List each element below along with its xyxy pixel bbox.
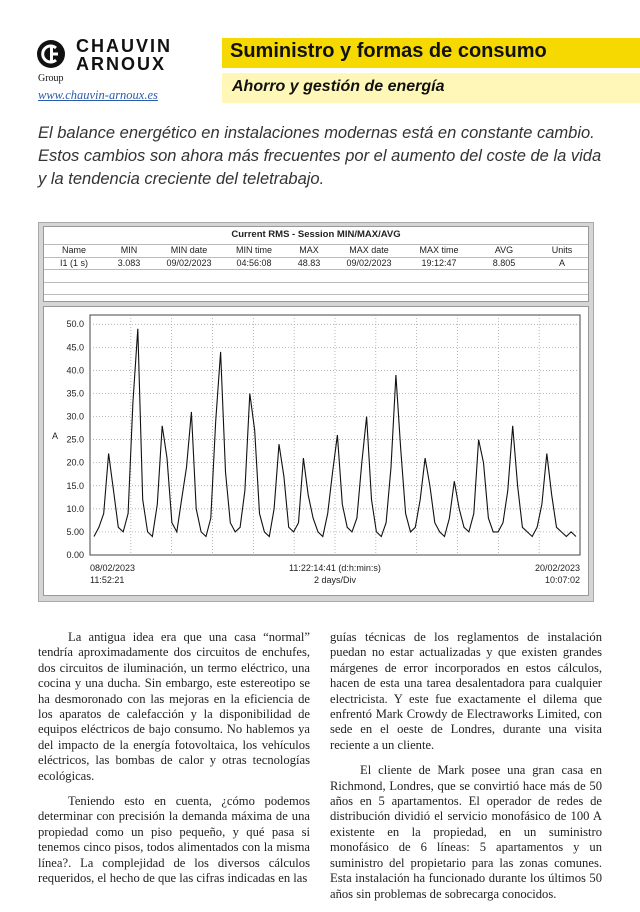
y-axis-label: A	[52, 431, 59, 441]
table-cell: 04:56:08	[236, 257, 272, 268]
table-cell: 3.083	[117, 257, 141, 268]
table-row	[44, 257, 588, 270]
website-link[interactable]: www.chauvin-arnoux.es	[38, 88, 158, 102]
y-tick-label: 15.0	[66, 480, 84, 491]
table-cell: I1 (1 s)	[59, 257, 88, 268]
y-tick-label: 25.0	[66, 434, 84, 445]
table-empty-row	[44, 294, 588, 307]
y-tick-label: 40.0	[66, 365, 84, 376]
x-axis-label: 10:07:02	[544, 575, 580, 585]
table-header-cell: AVG	[494, 245, 514, 255]
table-empty-row	[44, 269, 588, 282]
y-tick-label: 50.0	[66, 319, 84, 330]
x-axis-label: 11:52:21	[90, 575, 125, 585]
body-paragraph: Teniendo esto en cuenta, ¿cómo podemos determinar con precisión la demanda máxima de una propiedad como un piso pequeño, y qué pasa si tenemos cinco pisos, todos alimentados con la misma línea?. La complejidad de los diversos cálculos requeridos, el hecho de que las cifras indicadas en las	[38, 794, 310, 886]
body-paragraph: La antigua idea era que una casa “normal” tendría aproximadamente dos circuitos de enchufes, dos circuitos de iluminación, un termo eléctrico, una cocina y una ducha. Sin embargo, este estereotipo se ha desmoronado con las mejoras en la eficiencia de los aparatos de calefacción y la disponibilidad de equipos eléctricos de bajo consumo. No hablemos ya del impacto de la energía fotovoltaica, los vehículos eléctricos, las bombas de calor y otras tecnologías ecológicas.	[38, 630, 310, 783]
body-column-right	[330, 630, 602, 912]
company-logo	[36, 36, 176, 88]
session-table-title: Current RMS - Session MIN/MAX/AVG	[231, 229, 401, 240]
brand-name-line1: CHAUVIN	[76, 36, 173, 56]
y-tick-label: 10.0	[66, 503, 84, 514]
software-screenshot	[38, 222, 594, 602]
table-cell: 09/02/2023	[346, 257, 392, 268]
title-bar	[222, 38, 640, 68]
table-header-cell: Units	[551, 245, 573, 255]
table-header-cell: MIN time	[236, 245, 272, 255]
x-axis-label: 2 days/Div	[313, 575, 357, 585]
table-empty-row	[44, 282, 588, 295]
current-chart	[43, 306, 589, 596]
x-axis-label: 20/02/2023	[534, 563, 580, 573]
table-cell: 09/02/2023	[166, 257, 212, 268]
table-cell: 8.805	[492, 257, 516, 268]
chauvin-arnoux-logo-icon	[36, 39, 66, 69]
x-axis-label: 11:22:14:41 (d:h:min:s)	[289, 563, 381, 573]
y-tick-label: 0.00	[66, 550, 84, 560]
table-header-cell: Name	[61, 245, 86, 255]
y-tick-label: 45.0	[66, 342, 84, 353]
table-header-row	[44, 244, 588, 257]
intro-paragraph: El balance energético en instalaciones modernas está en constante cambio. Estos cambios son ahora más frecuentes por el aumento del coste de la vida y la tendencia creciente del teletrabajo.	[38, 124, 602, 188]
body-column-left	[38, 630, 310, 897]
page-title: Suministro y formas de consumo	[230, 40, 547, 62]
table-header-cell: MAX date	[349, 245, 389, 255]
table-cell: 19:12:47	[421, 257, 457, 268]
table-cell: A	[558, 257, 565, 268]
table-header-cell: MIN date	[170, 245, 208, 255]
page-subtitle: Ahorro y gestión de energía	[232, 78, 445, 95]
y-tick-label: 5.00	[66, 526, 84, 537]
table-cell: 48.83	[297, 257, 321, 268]
y-tick-label: 30.0	[66, 411, 84, 422]
brand-group: Group	[38, 73, 64, 84]
x-axis-label: 08/02/2023	[90, 563, 136, 573]
body-paragraph: guías técnicas de los reglamentos de instalación puedan no estar actualizadas y que existen grandes márgenes de error incorporados en estos cálculos, hacen de esta una tarea desalentadora para cualquier electricista. Y este fue exactamente el dilema que enfrentó Mark Crowdy de Electraworks Limited, con sede en el oeste de Londres, durante una visita reciente a un cliente.	[330, 630, 602, 752]
body-paragraph: El cliente de Mark posee una gran casa en Richmond, Londres, que se convirtió hace más de 50 años en 5 apartamentos. El operador de redes de distribución dividió el servicio monofásico de 100 A existente en la propiedad, en un suministro monofásico de 6 líneas: 5 apartamentos y un suministro del propietario para las zonas comunes. Esta instalación ha funcionado durante los últimos 50 años sin problemas de sobrecarga conocidos.	[330, 763, 602, 901]
y-tick-label: 20.0	[66, 457, 84, 468]
table-header-cell: MAX	[299, 245, 319, 255]
subtitle-bar	[222, 73, 640, 103]
table-header-cell: MIN	[120, 245, 138, 255]
y-tick-label: 35.0	[66, 388, 84, 399]
current-chart-svg	[44, 307, 588, 595]
brand-name-line2: ARNOUX	[76, 54, 167, 74]
table-header-cell: MAX time	[419, 245, 459, 255]
session-table	[43, 226, 589, 302]
